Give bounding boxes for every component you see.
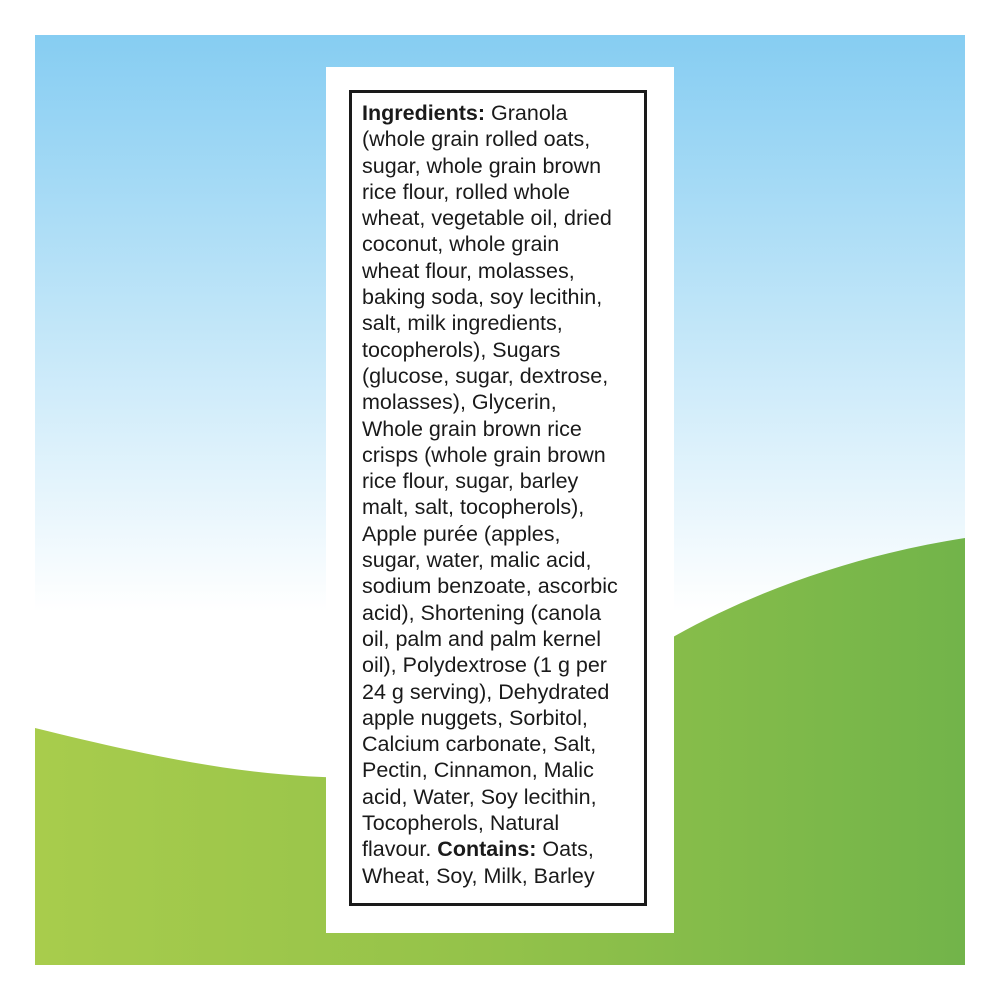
ingredients-line: molasses), Glycerin,: [362, 390, 557, 415]
ingredients-line: acid, Water, Soy lecithin,: [362, 784, 597, 809]
ingredients-heading: Ingredients:: [362, 101, 486, 125]
ingredients-line: oil, palm and palm kernel: [362, 626, 602, 651]
ingredients-line: (glucose, sugar, dextrose,: [362, 363, 609, 388]
ingredients-line: (whole grain rolled oats,: [362, 127, 591, 152]
ingredients-line: sugar, whole grain brown: [362, 153, 602, 178]
ingredients-line: Ingredients: Granola: [362, 101, 568, 125]
ingredients-line: Apple purée (apples,: [362, 521, 561, 546]
ingredients-line: salt, milk ingredients,: [362, 311, 563, 336]
ingredients-line: Whole grain brown rice: [362, 416, 582, 441]
ingredients-line: tocopherols), Sugars: [362, 337, 561, 362]
ingredients-line: malt, salt, tocopherols),: [362, 495, 585, 520]
ingredients-line: acid), Shortening (canola: [362, 600, 602, 625]
ingredients-line: coconut, whole grain: [362, 232, 560, 257]
ingredients-text: [362, 100, 647, 889]
ingredients-line: Tocopherols, Natural: [362, 811, 560, 836]
ingredients-line: wheat, vegetable oil, dried: [362, 206, 612, 231]
ingredients-line: rice flour, rolled whole: [362, 179, 570, 204]
ingredients-line: apple nuggets, Sorbitol,: [362, 705, 588, 730]
ingredients-line: flavour. Contains: Oats,: [362, 837, 594, 862]
ingredients-line: oil), Polydextrose (1 g per: [362, 653, 607, 678]
ingredients-line: wheat flour, molasses,: [362, 258, 575, 283]
ingredients-line: sodium benzoate, ascorbic: [362, 574, 618, 599]
ingredients-line: baking soda, soy lecithin,: [362, 285, 603, 310]
ingredients-line: 24 g serving), Dehydrated: [362, 679, 610, 704]
ingredients-line: crisps (whole grain brown: [362, 442, 606, 467]
ingredients-line: rice flour, sugar, barley: [362, 469, 579, 494]
contains-heading: Contains:: [437, 837, 537, 862]
ingredients-line: sugar, water, malic acid,: [362, 548, 592, 573]
ingredients-line: Pectin, Cinnamon, Malic: [362, 758, 594, 783]
ingredients-line: Calcium carbonate, Salt,: [362, 732, 597, 757]
contains-line: Wheat, Soy, Milk, Barley: [362, 863, 595, 888]
